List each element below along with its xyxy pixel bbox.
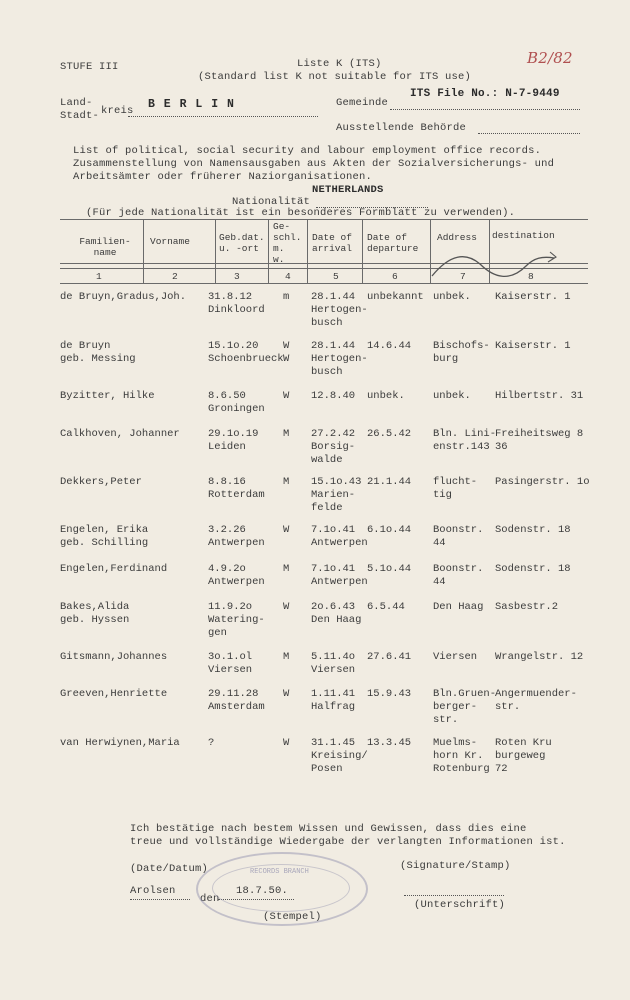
col-header-destination: destination xyxy=(492,230,555,241)
stamp-text: RECORDS BRANCH xyxy=(250,868,309,876)
cell-birth: 31.8.12 Dinkloord xyxy=(208,291,265,316)
nationality-label: Nationalität xyxy=(232,196,311,208)
unterschrift-label: (Unterschrift) xyxy=(414,899,506,911)
col-num-3: 3 xyxy=(234,271,240,282)
col-num-2: 2 xyxy=(172,271,178,282)
cell-birth: 3.2.26 Antwerpen xyxy=(208,524,265,549)
cell-name: Gitsmann,Johannes xyxy=(60,651,168,663)
cell-name: de Bruyn geb. Messing xyxy=(60,340,136,365)
cell-sex: M xyxy=(283,563,290,575)
cell-arrival: 15.1o.43 Marien- felde xyxy=(311,476,362,514)
cell-sex: M xyxy=(283,651,290,663)
cell-address: Bln. Lini- enstr.143 xyxy=(433,428,497,453)
gemeinde-label: Gemeinde xyxy=(336,97,389,109)
col-divider-4 xyxy=(307,219,308,283)
cell-name: Bakes,Alida geb. Hyssen xyxy=(60,601,130,626)
cell-arrival: 2o.6.43 Den Haag xyxy=(311,601,362,626)
cell-departure: 27.6.41 xyxy=(367,651,412,663)
signature-label: (Signature/Stamp) xyxy=(400,860,511,872)
cell-sex: W W xyxy=(283,340,290,365)
cell-departure: 21.1.44 xyxy=(367,476,412,488)
cell-name: Engelen,Ferdinand xyxy=(60,563,168,575)
cell-arrival: 7.1o.41 Antwerpen xyxy=(311,524,368,549)
cell-birth: 8.8.16 Rotterdam xyxy=(208,476,265,501)
handwritten-wave-mark xyxy=(430,248,560,286)
cell-destination: Sodenstr. 18 xyxy=(495,524,571,536)
cell-name: Dekkers,Peter xyxy=(60,476,142,488)
cell-address: unbek. xyxy=(433,291,471,303)
cell-destination: Kaiserstr. 1 xyxy=(495,340,571,352)
cell-destination: Wrangelstr. 12 xyxy=(495,651,584,663)
cell-destination: Sodenstr. 18 xyxy=(495,563,571,575)
cell-sex: W xyxy=(283,688,290,700)
cell-address: Bischofs- burg xyxy=(433,340,490,365)
intro-german-2: Arbeitsämter oder früherer Naziorganisationen. xyxy=(73,171,373,183)
cell-arrival: 7.1o.41 Antwerpen xyxy=(311,563,368,588)
confirmation-line-1: Ich bestätige nach bestem Wissen und Gewissen, dass dies eine xyxy=(130,823,527,835)
cell-arrival: 27.2.42 Borsig- walde xyxy=(311,428,356,466)
stempel-label: (Stempel) xyxy=(263,911,322,923)
cell-name: Engelen, Erika geb. Schilling xyxy=(60,524,149,549)
cell-birth: 8.6.50 Groningen xyxy=(208,390,265,415)
col-num-8: 8 xyxy=(528,271,534,282)
cell-birth: 3o.1.ol Viersen xyxy=(208,651,253,676)
cell-address: Den Haag xyxy=(433,601,484,613)
stufe-label: STUFE III xyxy=(60,61,119,73)
cell-sex: M xyxy=(283,476,290,488)
nationality-note: (Für jede Nationalität ist ein besonderes Formblatt zu verwenden). xyxy=(86,207,516,219)
cell-destination: Freiheitsweg 8 36 xyxy=(495,428,584,453)
cell-sex: W xyxy=(283,737,290,749)
stadt-label: Stadt- xyxy=(60,110,100,122)
cell-address: Boonstr. 44 xyxy=(433,563,484,588)
cell-arrival: 28.1.44 Hertogen- busch xyxy=(311,340,368,378)
cell-departure: 14.6.44 xyxy=(367,340,412,352)
cell-departure: unbek. xyxy=(367,390,405,402)
cell-name: van Herwiynen,Maria xyxy=(60,737,180,749)
col-num-6: 6 xyxy=(392,271,398,282)
cell-birth: 11.9.2o Watering- gen xyxy=(208,601,265,639)
cell-destination: Roten Kru burgeweg 72 xyxy=(495,737,552,775)
col-header-vorname: Vorname xyxy=(150,236,190,247)
cell-name: Byzitter, Hilke xyxy=(60,390,155,402)
den-label: den xyxy=(200,893,220,905)
nationality-value: NETHERLANDS xyxy=(312,184,384,196)
cell-birth: 29.11.28 Amsterdam xyxy=(208,688,265,713)
cell-address: Muelms- horn Kr. Rotenburg xyxy=(433,737,490,775)
col-divider-3 xyxy=(268,219,269,283)
cell-departure: 6.1o.44 xyxy=(367,524,412,536)
list-title: Liste K (ITS) xyxy=(297,58,382,70)
cell-destination: Hilbertstr. 31 xyxy=(495,390,584,402)
cell-destination: Sasbestr.2 xyxy=(495,601,559,613)
cell-birth: 4.9.2o Antwerpen xyxy=(208,563,265,588)
col-divider-5 xyxy=(362,219,363,283)
land-label: Land- xyxy=(60,97,93,109)
col-num-7: 7 xyxy=(460,271,466,282)
col-num-5: 5 xyxy=(333,271,339,282)
col-header-arrival: Date of arrival xyxy=(312,232,352,254)
list-subtitle: (Standard list K not suitable for ITS use) xyxy=(198,71,472,83)
behoerde-label: Ausstellende Behörde xyxy=(336,122,467,134)
gemeinde-dotted-line xyxy=(390,109,580,110)
col-header-address: Address xyxy=(437,232,477,243)
cell-birth: ? xyxy=(208,737,215,749)
place-value: Arolsen xyxy=(130,885,176,897)
cell-address: unbek. xyxy=(433,390,471,402)
its-file-number: ITS File No.: N-7-9449 xyxy=(410,88,560,100)
cell-address: Boonstr. 44 xyxy=(433,524,484,549)
cell-destination: Angermuender- str. xyxy=(495,688,577,713)
col-header-geschlecht: Ge- schl. m. w. xyxy=(273,221,302,265)
cell-arrival: 5.11.4o Viersen xyxy=(311,651,356,676)
cell-birth: 15.1o.20 Schoenbrueck xyxy=(208,340,284,365)
cell-arrival: 28.1.44 Hertogen- busch xyxy=(311,291,368,329)
table-top-line xyxy=(60,219,588,220)
intro-german-1: Zusammenstellung von Namensausgaben aus Akten der Sozialversicherungs- und xyxy=(73,158,555,170)
cell-address: flucht- tig xyxy=(433,476,478,501)
cell-arrival: 1.11.41 Halfrag xyxy=(311,688,356,713)
records-branch-stamp xyxy=(196,852,368,926)
cell-departure: 13.3.45 xyxy=(367,737,412,749)
cell-departure: 6.5.44 xyxy=(367,601,405,613)
cell-name: Calkhoven, Johanner xyxy=(60,428,180,440)
kreis-dotted-line xyxy=(128,116,318,117)
cell-sex: m xyxy=(283,291,290,303)
cell-sex: W xyxy=(283,390,290,402)
cell-departure: unbekannt xyxy=(367,291,424,303)
confirmation-line-2: treue und vollständige Wiedergabe der verlangten Informationen ist. xyxy=(130,836,566,848)
place-dotted-line xyxy=(130,899,190,900)
date-value: 18.7.50. xyxy=(236,885,289,897)
date-label: (Date/Datum) xyxy=(130,863,209,875)
intro-english: List of political, social security and labour employment office records. xyxy=(73,145,542,157)
cell-sex: M xyxy=(283,428,290,440)
kreis-label: kreis xyxy=(101,105,134,117)
cell-sex: W xyxy=(283,524,290,536)
cell-address: Bln.Gruen- berger- str. xyxy=(433,688,497,726)
col-header-departure: Date of departure xyxy=(367,232,419,254)
cell-arrival: 31.1.45 Kreising/ Posen xyxy=(311,737,368,775)
col-num-1: 1 xyxy=(96,271,102,282)
cell-name: Greeven,Henriette xyxy=(60,688,168,700)
col-divider-2 xyxy=(215,219,216,283)
cell-birth: 29.1o.19 Leiden xyxy=(208,428,259,453)
col-header-familienname: Familien- name xyxy=(79,236,131,258)
signature-dotted-line xyxy=(404,895,504,896)
cell-destination: Pasingerstr. 1o xyxy=(495,476,590,488)
col-num-4: 4 xyxy=(285,271,291,282)
cell-departure: 26.5.42 xyxy=(367,428,412,440)
cell-departure: 5.1o.44 xyxy=(367,563,412,575)
col-header-geburt: Geb.dat. u. -ort xyxy=(219,232,265,254)
col-divider-1 xyxy=(143,219,144,283)
cell-name: de Bruyn,Gradus,Joh. xyxy=(60,291,187,303)
city-value: B E R L I N xyxy=(148,98,235,111)
cell-destination: Kaiserstr. 1 xyxy=(495,291,571,303)
cell-departure: 15.9.43 xyxy=(367,688,412,700)
cell-sex: W xyxy=(283,601,290,613)
cell-address: Viersen xyxy=(433,651,478,663)
cell-arrival: 12.8.40 xyxy=(311,390,356,402)
behoerde-dotted-line xyxy=(478,133,580,134)
handwritten-reference: B2/82 xyxy=(527,49,573,67)
